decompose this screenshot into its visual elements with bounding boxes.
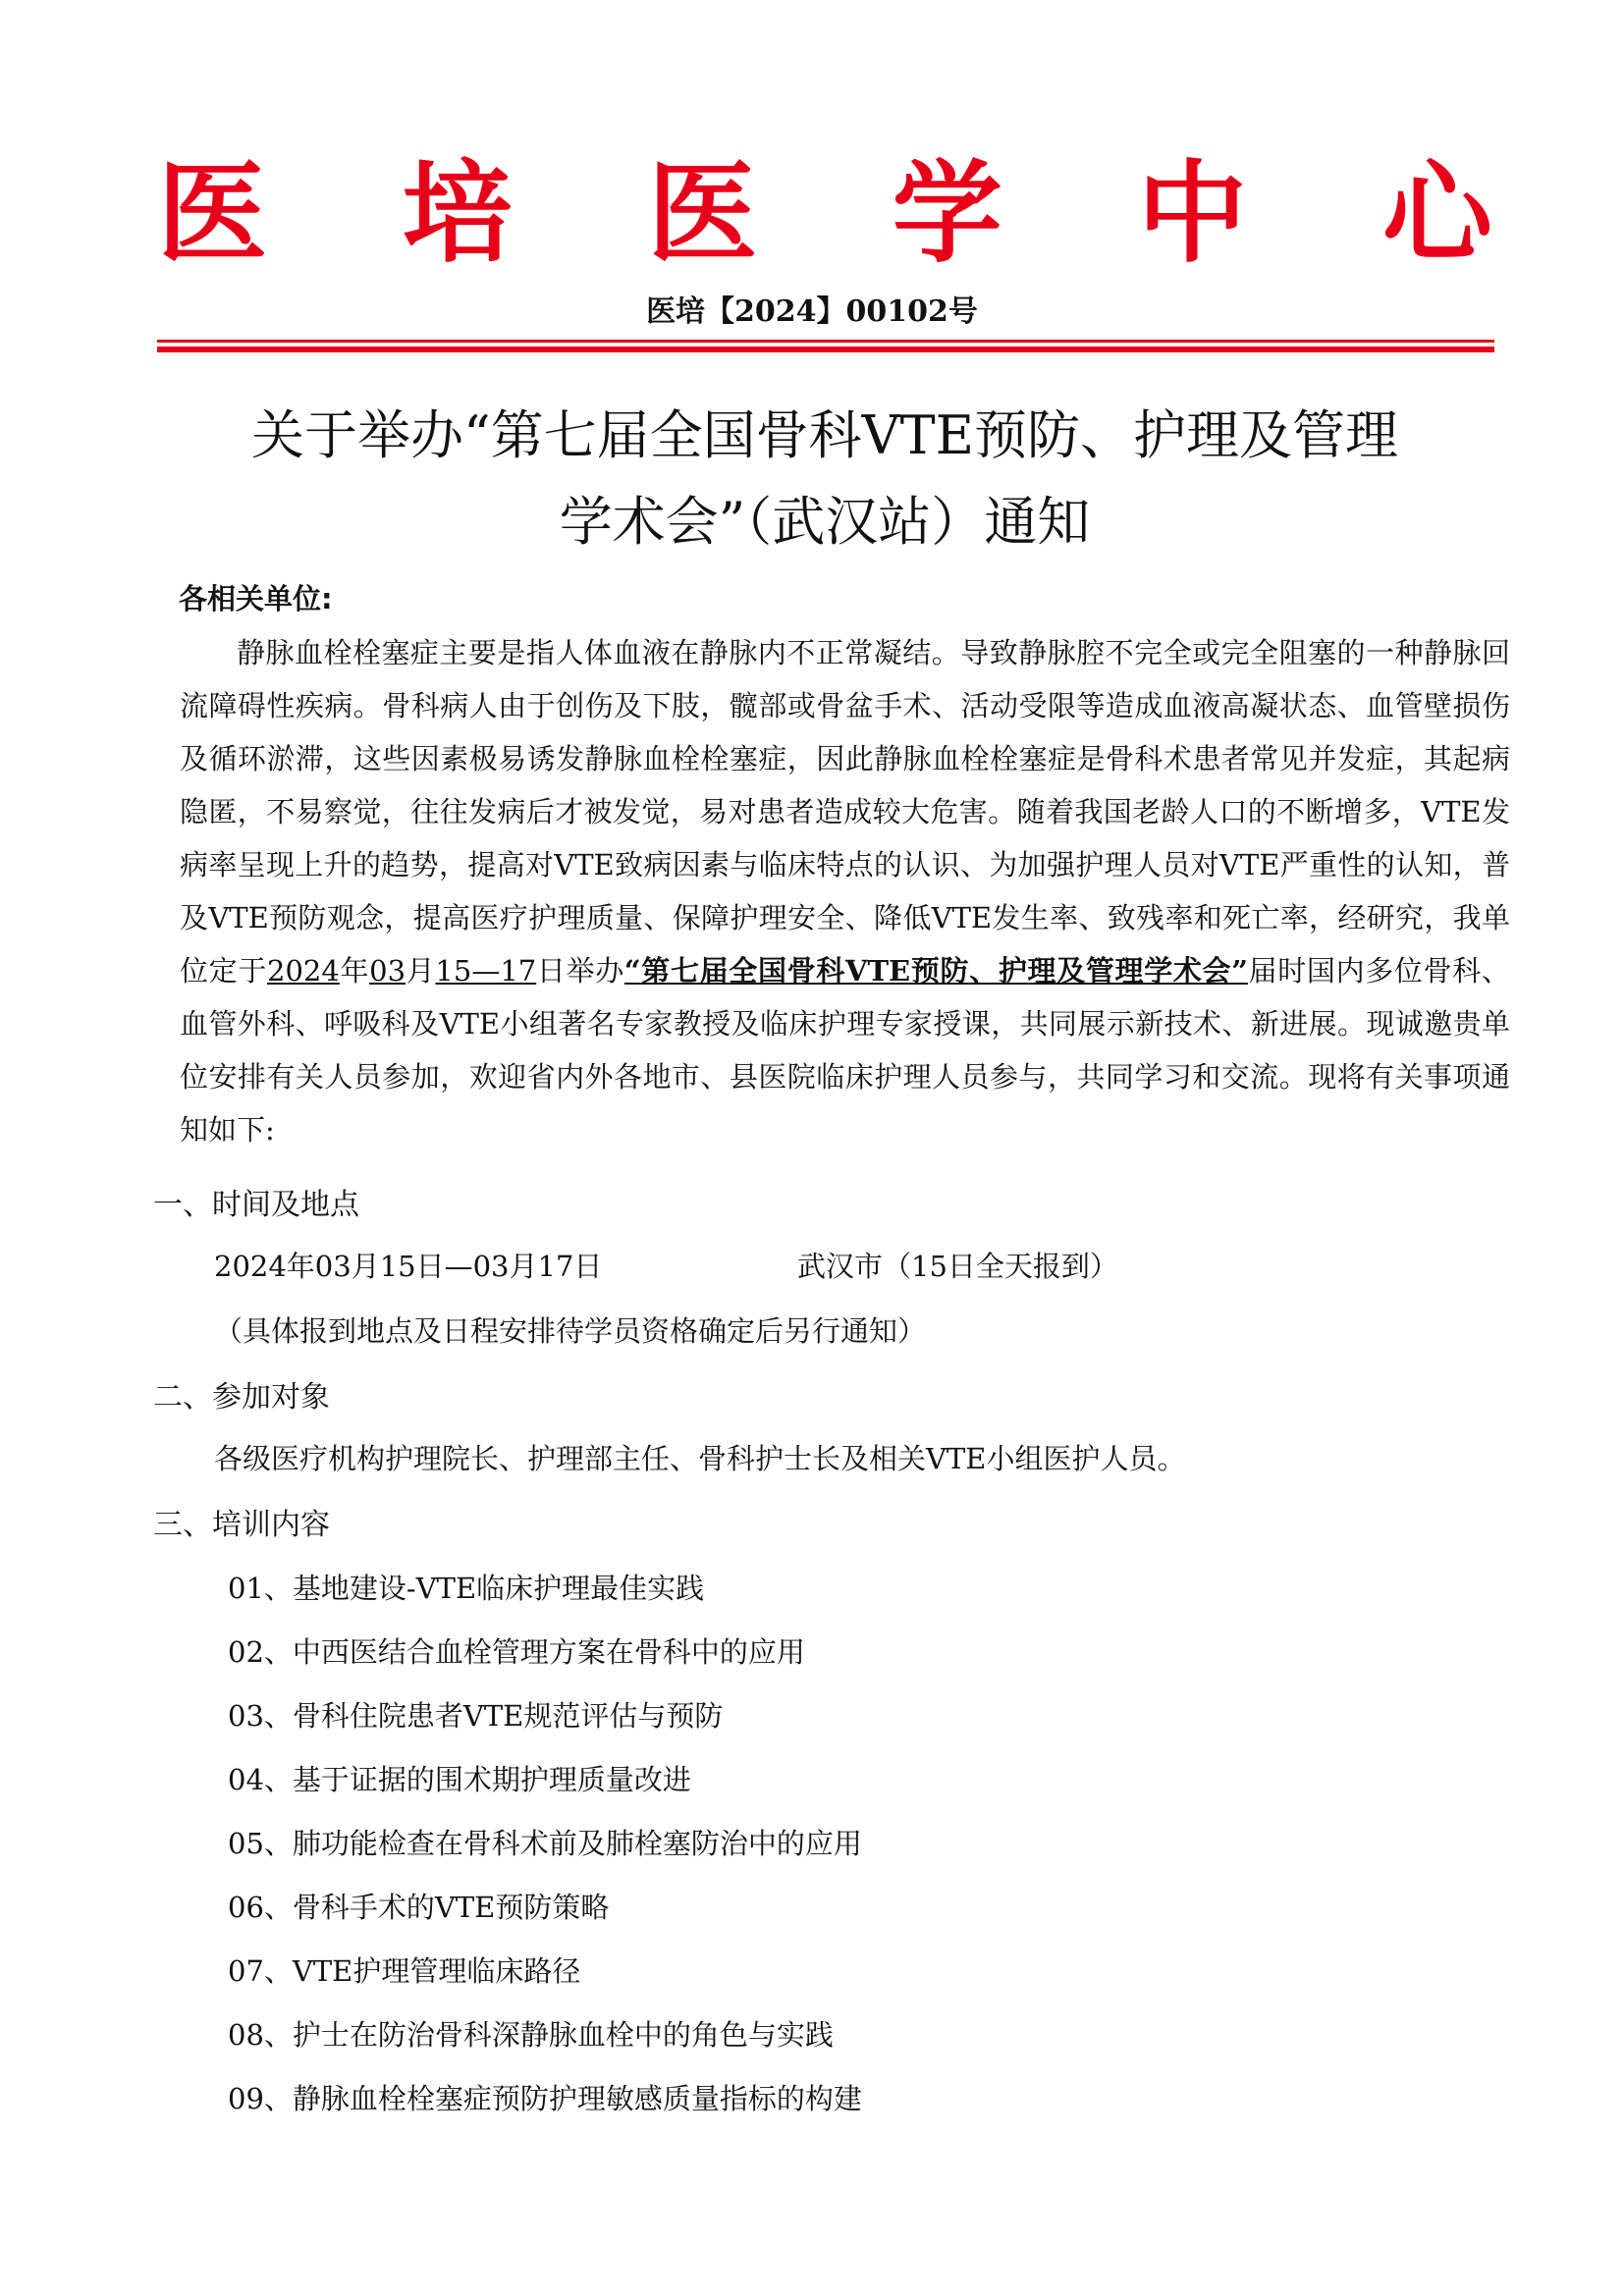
list-item: 07、VTE护理管理临床路径 [228,1954,581,1988]
registration-note: （具体报到地点及日程安排待学员资格确定后另行通知） [214,1314,927,1348]
event-days: 15—17 [435,954,537,988]
header-divider-thick [157,347,1494,352]
event-name: “第七届全国骨科VTE预防、护理及管理学术会” [623,954,1248,988]
list-item: 04、基于证据的围术期护理质量改进 [228,1763,691,1796]
masthead [157,145,1492,283]
training-content-list [228,1557,862,2131]
masthead-char: 培 [402,149,513,278]
list-item: 01、基地建设-VTE临床护理最佳实践 [228,1572,705,1605]
list-item: 06、骨科手术的VTE预防策略 [228,1891,610,1924]
document-number: 医培【2024】00102号 [646,294,978,329]
body-text-2: 日举办 [536,954,624,988]
event-date-range: 2024年03月15日—03月17日 [214,1250,603,1283]
title-line-2: 学术会”（武汉站）通知 [559,491,1091,553]
body-text-1: 静脉血栓栓塞症主要是指人体血液在静脉内不正常凝结。导致静脉腔不完全或完全阻塞的一种静脉回流障碍性疾病。骨科病人由于创伤及下肢，髋部或骨盆手术、活动受限等造成血液高凝状态、血管壁损伤及循环淤滞，这些因素极易诱发静脉血栓栓塞症，因此静脉血栓栓塞症是骨科术患者常见并发症，其起病隐匿，不易察觉，往往发病后才被发觉，易对患者造成较大危害。随着我国老龄人口的不断增多，VTE发病率呈现上升的趋势，提高对VTE致病因素与临床特点的认识、为加强护理人员对VTE严重性的认知，普及VTE预防观念，提高医疗护理质量、保障护理安全、降低VTE发生率、致残率和死亡率，经研究，我单位定于 [180,636,1510,988]
body-text-3: 届时国内多位骨科、血管外科、呼吸科及VTE小组著名专家教授及临床护理专家授课，共同展示新技术、新进展。现诚邀贵单位安排有关人员参加，欢迎省内外各地市、县医院临床护理人员参与，共同学习和交流。现将有关事项通知如下: [180,954,1510,1147]
masthead-char: 中 [1137,149,1248,278]
section-heading-training-content: 三、培训内容 [153,1508,330,1542]
section-heading-time-place: 一、时间及地点 [153,1188,359,1222]
list-item: 05、肺功能检查在骨科术前及肺栓塞防治中的应用 [228,1827,862,1860]
section-heading-participants: 二、参加对象 [153,1380,330,1415]
year-unit: 年 [339,954,370,988]
header-divider-thin [157,340,1494,343]
event-location: 武汉市（15日全天报到） [797,1250,1118,1283]
masthead-char: 心 [1381,149,1492,278]
addressee: 各相关单位: [179,582,333,615]
event-year: 2024 [267,954,340,988]
list-item: 08、护士在防治骨科深静脉血栓中的角色与实践 [228,2018,834,2052]
event-month: 03 [369,954,406,988]
title-line-1: 关于举办“第七届全国骨科VTE预防、护理及管理 [250,404,1399,466]
month-unit: 月 [406,954,436,988]
participants-text: 各级医疗机构护理院长、护理部主任、骨科护士长及相关VTE小组医护人员。 [214,1442,1186,1475]
masthead-char: 医 [647,149,758,278]
body-paragraph [180,626,1510,1156]
document-title [137,393,1512,565]
masthead-char: 学 [892,149,1002,278]
masthead-char: 医 [157,149,267,278]
list-item: 03、骨科住院患者VTE规范评估与预防 [228,1699,724,1733]
list-item: 09、静脉血栓栓塞症预防护理敏感质量指标的构建 [228,2082,862,2115]
list-item: 02、中西医结合血栓管理方案在骨科中的应用 [228,1635,805,1669]
